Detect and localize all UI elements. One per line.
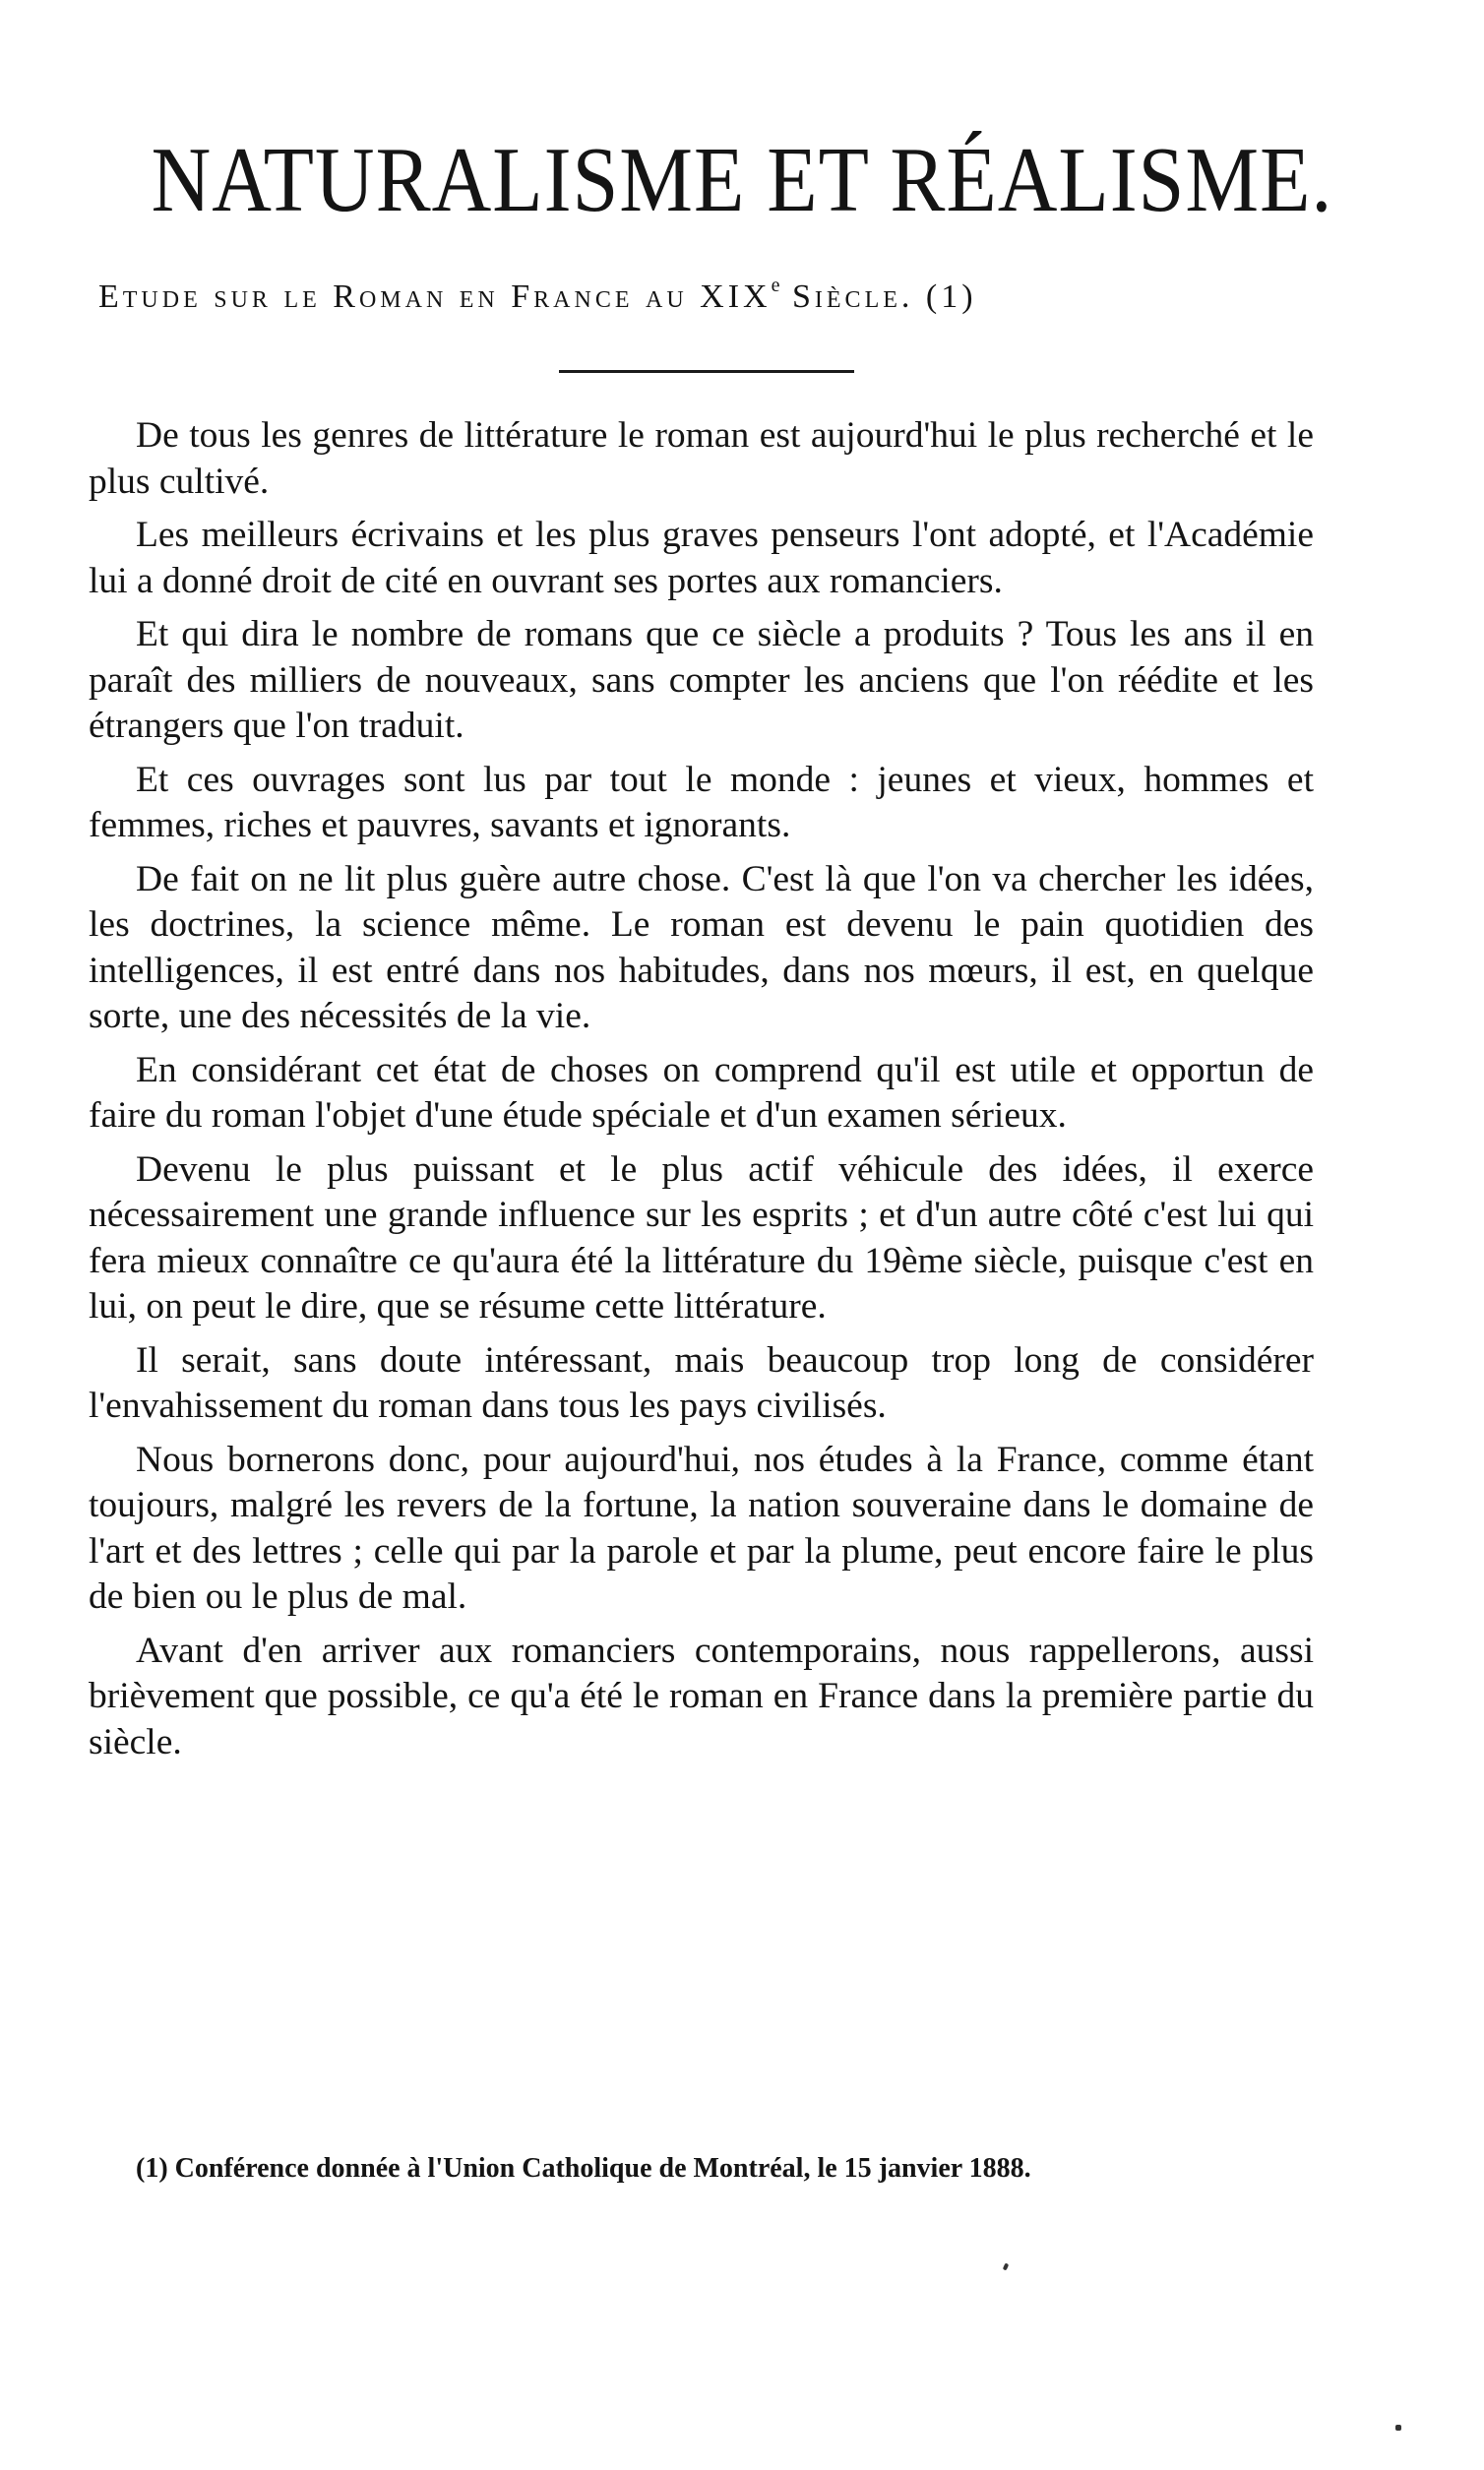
paragraph: Il serait, sans doute intéressant, mais beaucoup trop long de considérer l'envahissement du roman dans tous les pays civilisés.: [89, 1339, 1314, 1426]
paragraph: De fait on ne lit plus guère autre chose. C'est là que l'on va chercher les idées, les doctrines, la science même. Le roman est devenu le pain quotidien des intelligences, il est entré dans nos habitudes, dans nos mœurs, il est, en quelque sorte, une des nécessités de la vie.: [89, 858, 1314, 1036]
page-title: NATURALISME ET RÉALISME.: [151, 129, 1333, 232]
subtitle: [98, 264, 1319, 319]
paragraph: Nous bornerons donc, pour aujourd'hui, nos études à la France, comme étant toujours, malgré les revers de la fortune, la nation souveraine dans le domaine de l'art et des lettres ; celle qui par la parole et par la plume, peut encore faire le plus de bien ou le plus de mal.: [89, 1439, 1314, 1617]
footnote: (1) Conférence donnée à l'Union Catholique de Montréal, le 15 janvier 1888.: [136, 2153, 1031, 2184]
paragraph: De tous les genres de littérature le roman est aujourd'hui le plus recherché et le plus cultivé.: [89, 415, 1314, 502]
paragraph: Avant d'en arriver aux romanciers contemporains, nous rappellerons, aussi brièvement que possible, ce qu'a été le roman en France dans la première partie du siècle.: [89, 1630, 1314, 1762]
paragraph: Et ces ouvrages sont lus par tout le monde : jeunes et vieux, hommes et femmes, riches et pauvres, savants et ignorants.: [89, 759, 1314, 845]
body-text: [89, 413, 1314, 1773]
paragraph: Devenu le plus puissant et le plus actif véhicule des idées, il exerce nécessairement une grande influence sur les esprits ; et d'un autre côté c'est lui qui fera mieux connaître ce qu'aura été la littérature du 19ème siècle, puisque c'est en lui, on peut le dire, que se résume cette littérature.: [89, 1148, 1314, 1327]
title-divider: [559, 370, 854, 373]
subtitle-superscript: e: [771, 275, 780, 296]
paragraph: Les meilleurs écrivains et les plus graves penseurs l'ont adopté, et l'Académie lui a donné droit de cité en ouvrant ses portes aux romanciers.: [89, 515, 1314, 601]
paragraph: Et qui dira le nombre de romans que ce siècle a produits ? Tous les ans il en paraît des milliers de nouveaux, sans compter les anciens que l'on réédite et les étrangers que l'on traduit.: [89, 614, 1314, 746]
subtitle-main: Etude sur le Roman en France au XIX: [98, 278, 772, 315]
ink-speck: [1395, 2425, 1401, 2431]
paragraph: En considérant cet état de choses on comprend qu'il est utile et opportun de faire du roman l'objet d'une étude spéciale et d'un examen sérieux.: [89, 1049, 1314, 1136]
ink-speck: [1003, 2262, 1010, 2270]
subtitle-end: Siècle. (1): [779, 278, 977, 315]
